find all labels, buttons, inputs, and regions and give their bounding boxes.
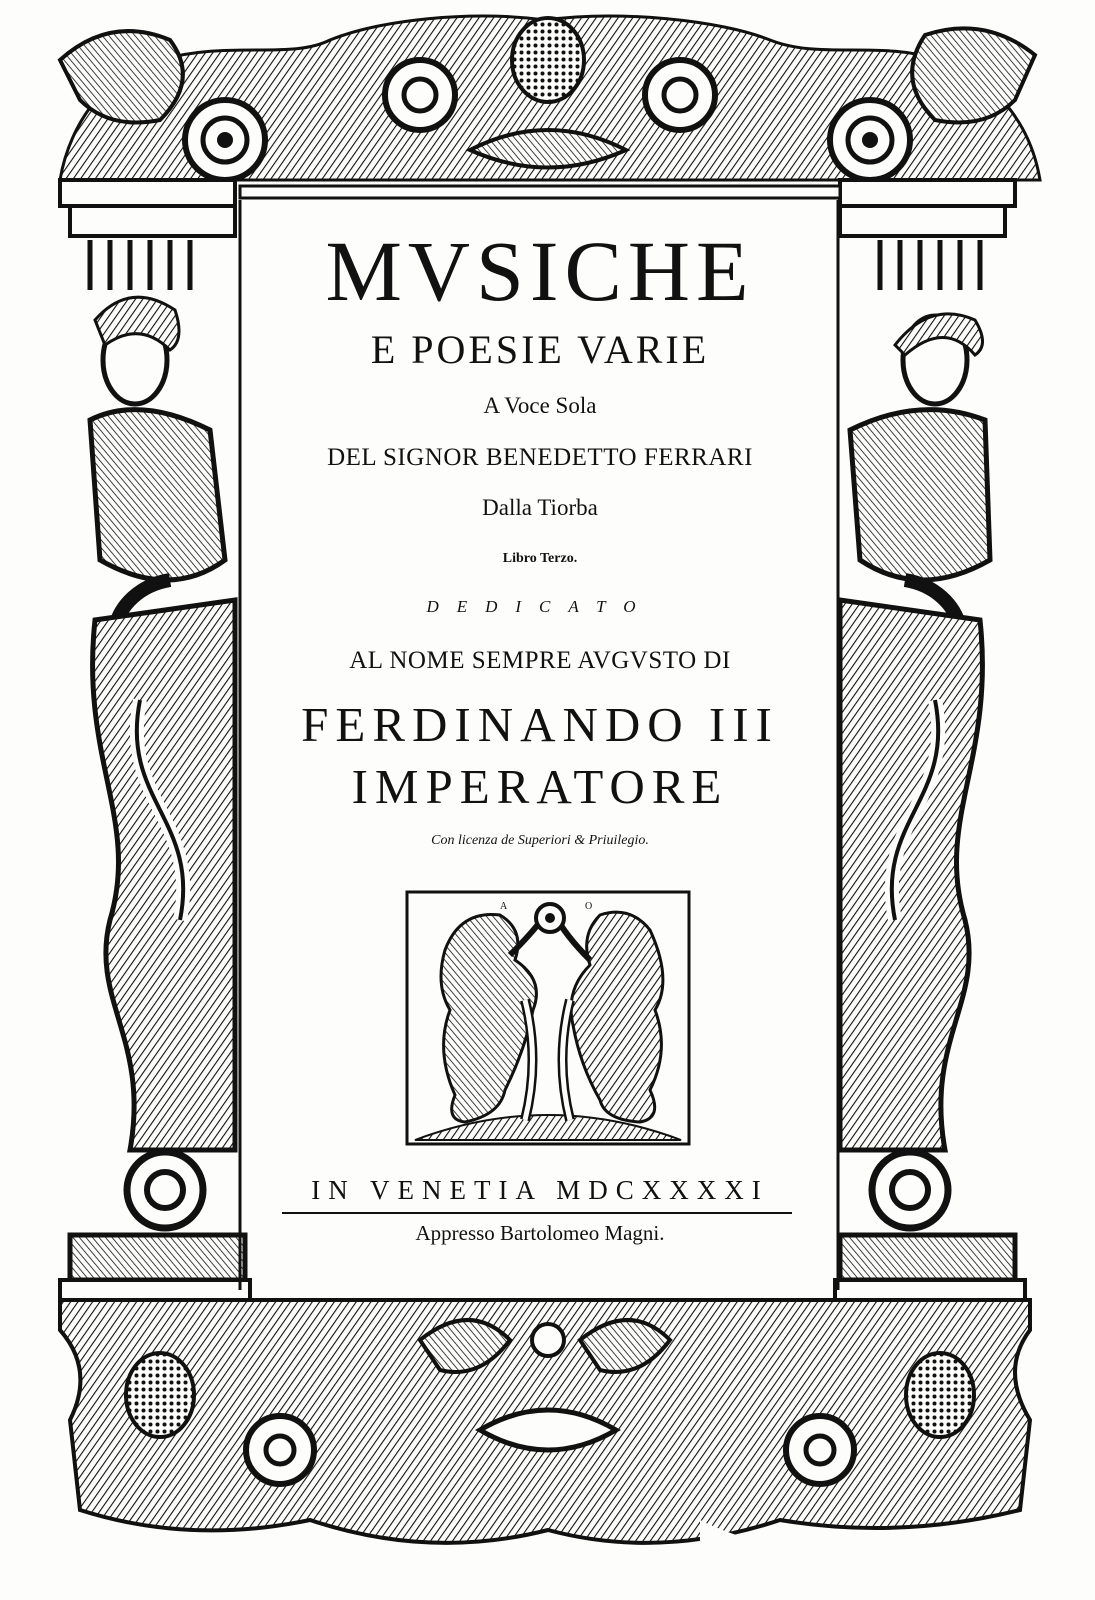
license-line: Con licenza de Superiori & Priuilegio.	[431, 833, 649, 848]
emblem-monogram-right: O	[585, 901, 593, 912]
dedication-line: AL NOME SEMPRE AVGVSTO DI	[349, 647, 731, 674]
page-subtitle: E POESIE VARIE	[370, 327, 710, 372]
right-caryatid-column	[835, 206, 1025, 1300]
imprint-rule	[282, 1212, 792, 1214]
dedicatee-title: IMPERATORE	[351, 759, 729, 814]
printers-emblem-rampant-beasts	[405, 890, 691, 1146]
page-title: MVSICHE	[325, 223, 755, 319]
author-line: DEL SIGNOR BENEDETTO FERRARI	[327, 444, 753, 471]
dedication-word: DEDICATO	[426, 597, 654, 616]
voice-line: A Voce Sola	[483, 393, 597, 418]
author-epithet: Dalla Tiorba	[482, 495, 598, 520]
emblem-monogram-left: A	[500, 901, 508, 912]
dedicatee-name: FERDINANDO III	[301, 697, 779, 752]
top-cornice-ornament	[60, 16, 1040, 206]
bottom-pedestal-ornament	[60, 1300, 1095, 1600]
imprint-place-date: IN VENETIA MDCXXXXI	[311, 1175, 769, 1205]
book-number: Libro Terzo.	[502, 551, 578, 566]
imprint-printer: Appresso Bartolomeo Magni.	[415, 1221, 665, 1245]
left-caryatid-column	[60, 206, 250, 1300]
